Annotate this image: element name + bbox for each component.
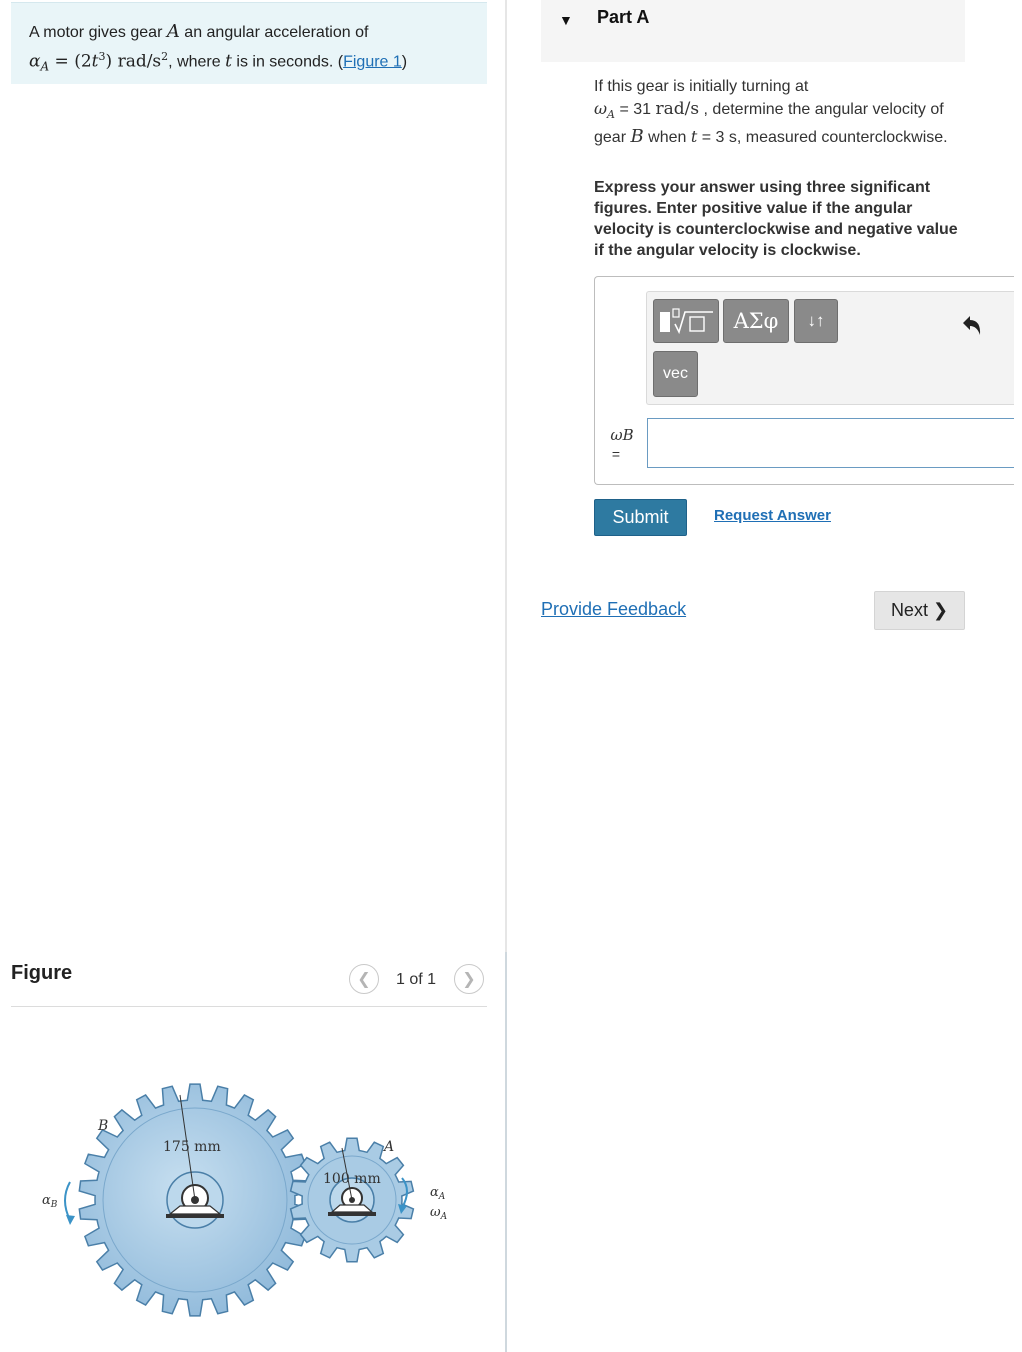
equals-sign: = <box>49 51 75 72</box>
omega-symbol: ω <box>594 99 608 118</box>
problem-text: A motor gives gear <box>29 24 167 41</box>
gear-a-symbol: A <box>166 21 180 42</box>
vec-button[interactable]: vec <box>653 351 698 397</box>
provide-feedback-link[interactable]: Provide Feedback <box>541 599 687 619</box>
figure-divider <box>11 1006 487 1007</box>
answer-equals: = <box>611 446 621 462</box>
templates-sqrt-icon <box>657 306 715 336</box>
answer-label: ωB <box>610 426 634 444</box>
omega-a-label: $\omega_A$ <box>430 1205 448 1222</box>
question-text: If this gear is initially turning at $\omega_A = 31$ rad/s , determine the angular velocity of gear B when t = 3 s, measured counterclockwise. <box>594 78 948 148</box>
chevron-left-icon: ❮ <box>357 971 371 988</box>
problem-text: an angular acceleration of <box>179 24 369 41</box>
part-title: Part A <box>597 7 650 27</box>
arrows-button[interactable]: ↓↑ <box>794 299 838 343</box>
problem-text: is in seconds. ( <box>231 53 344 71</box>
gear-b-label: B <box>98 1118 109 1134</box>
instruction-text: Express your answer using three significant figures. Enter positive value if the angular velocity is counterclockwise and negative value if the angular velocity is clockwise. <box>594 179 958 259</box>
alpha-symbol: α <box>29 51 41 72</box>
problem-statement <box>11 2 487 84</box>
expression: ) <box>105 51 118 72</box>
figure-next-button[interactable] <box>454 964 484 994</box>
radius-a-label: 100 mm <box>323 1171 381 1187</box>
column-divider <box>505 0 507 1352</box>
units: rad/s <box>117 51 162 72</box>
chevron-right-icon: ❯ <box>932 600 949 620</box>
figure-prev-button[interactable] <box>349 964 379 994</box>
caret-down-icon[interactable]: ▼ <box>559 12 573 28</box>
greek-symbols-button[interactable]: ΑΣφ <box>723 299 789 343</box>
problem-text: , where <box>168 53 226 71</box>
problem-line-2 <box>29 45 469 79</box>
submit-button[interactable]: Submit <box>594 499 687 536</box>
alpha-b-label: $\alpha_B$ <box>42 1193 58 1210</box>
figure-link[interactable]: Figure 1 <box>343 53 402 71</box>
gear-a-label: A <box>384 1139 395 1155</box>
gear-figure <box>30 1070 470 1320</box>
answer-input[interactable] <box>647 418 1014 468</box>
expression: (2 <box>74 51 92 72</box>
radius-b-label: 175 mm <box>163 1139 221 1155</box>
next-button[interactable] <box>874 591 965 630</box>
problem-line-1 <box>29 20 469 45</box>
units-exponent: 2 <box>161 50 169 63</box>
templates-button[interactable] <box>653 299 719 343</box>
figure-title: Figure <box>11 962 73 984</box>
alpha-b-arrow <box>65 1182 70 1220</box>
exponent: 3 <box>98 50 106 63</box>
undo-icon[interactable] <box>958 313 984 339</box>
request-answer-link[interactable]: Request Answer <box>714 507 831 524</box>
chevron-right-icon: ❯ <box>462 971 476 988</box>
alpha-a-label: $\alpha_A$ <box>430 1185 446 1202</box>
t-variable: t <box>225 51 232 72</box>
alpha-subscript: A <box>40 59 50 74</box>
t-variable: t <box>91 51 99 72</box>
next-label: Next <box>890 600 928 620</box>
problem-text: ) <box>401 53 408 71</box>
figure-count: 1 of 1 <box>396 971 437 988</box>
